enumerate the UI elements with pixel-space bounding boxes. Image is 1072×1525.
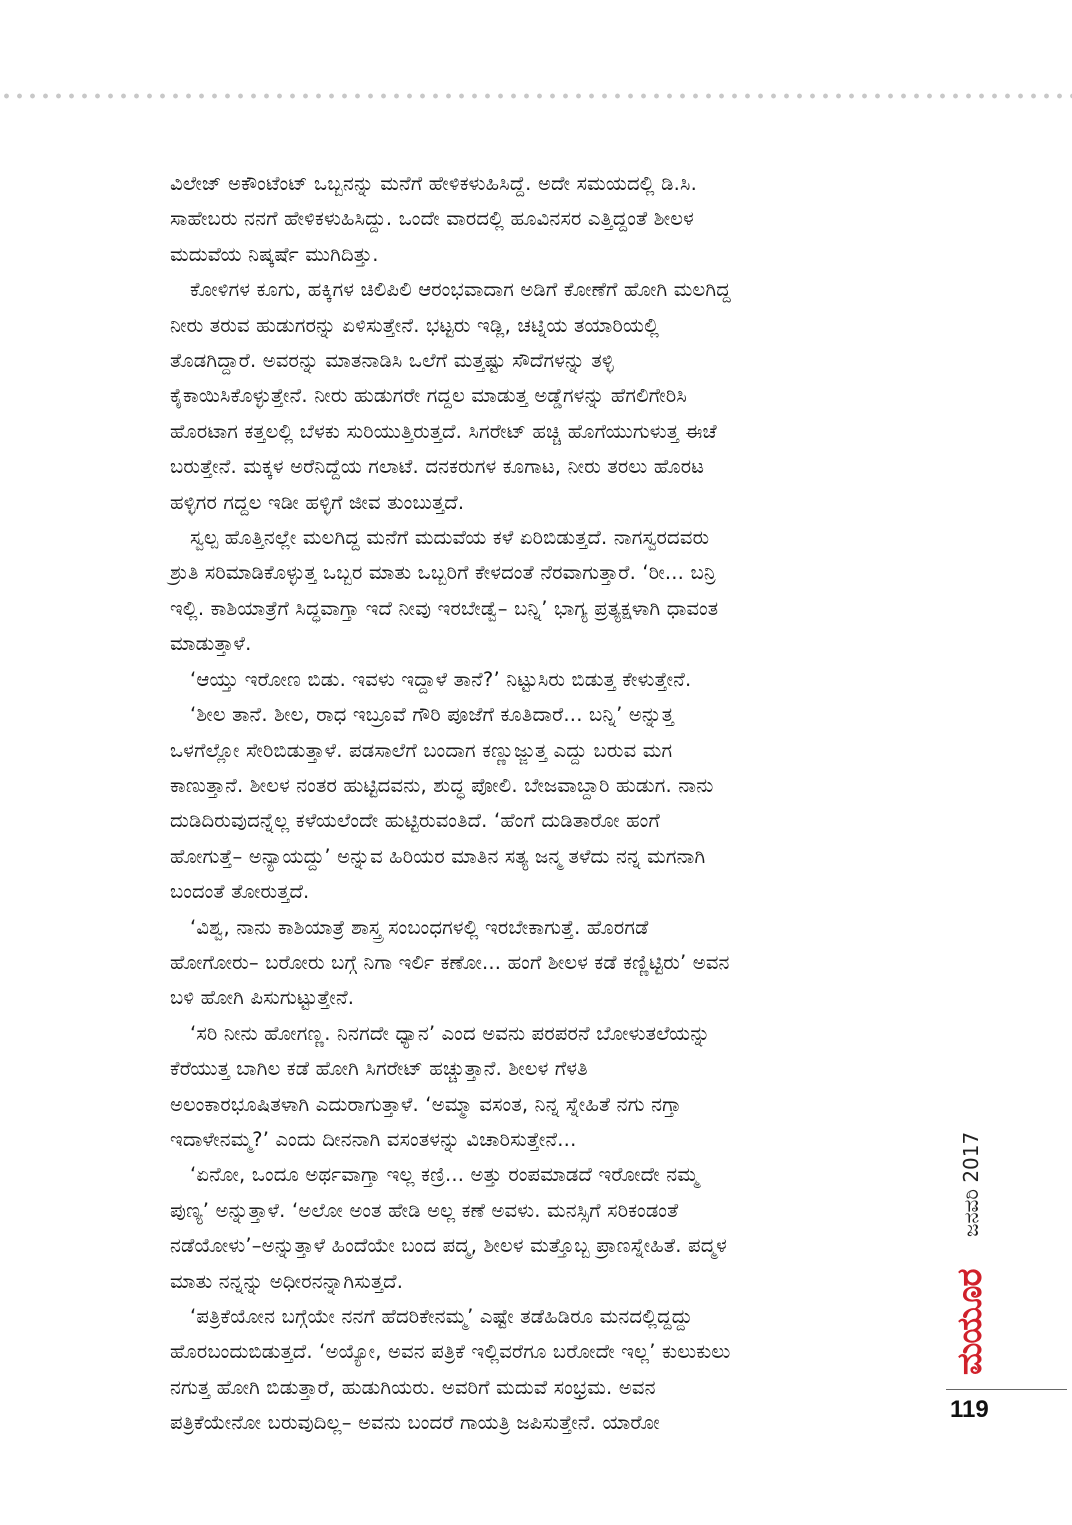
text-line: ‘ಪತ್ರಿಕೆಯೋನ ಬಗ್ಗೆಯೇ ನನಗೆ ಹೆದರಿಕೇನಮ್ಮ’ ಎಷ್ಟೇ ತಡೆಹಿಡಿರೂ ಮನದಲ್ಲಿದ್ದದ್ದು xyxy=(190,1305,693,1328)
text-line: ಶ್ರುತಿ ಸರಿಮಾಡಿಕೊಳ್ಳುತ್ತ ಒಬ್ಬರ ಮಾತು ಒಬ್ಬರಿಗೆ ಕೇಳದಂತೆ ನೆರವಾಗುತ್ತಾರೆ. ‘ರೀ... ಬನ್ರಿ xyxy=(170,561,716,585)
text-line: ಕೋಳಿಗಳ ಕೂಗು, ಹಕ್ಕಿಗಳ ಚಿಲಿಪಿಲಿ ಆರಂಭವಾದಾಗ ಅಡಿಗೆ ಕೋಣೆಗೆ ಹೋಗಿ ಮಲಗಿದ್ದ xyxy=(190,278,731,302)
text-line: ವಿಲೇಜ್ ಅಕೌಂಟೆಂಟ್ ಒಬ್ಬನನ್ನು ಮನೆಗೆ ಹೇಳಿಕಳುಹಿಸಿದ್ದೆ. ಅದೇ ಸಮಯದಲ್ಲಿ ಡಿ.ಸಿ. xyxy=(170,172,697,195)
text-line: ತೊಡಗಿದ್ದಾರೆ. ಅವರನ್ನು ಮಾತನಾಡಿಸಿ ಒಲೆಗೆ ಮತ್ತಷ್ಟು ಸೌದೆಗಳನ್ನು ತಳ್ಳಿ xyxy=(170,349,614,373)
text-line: ಇದಾಳೇನಮ್ಮ?’ ಎಂದು ದೀನನಾಗಿ ವಸಂತಳನ್ನು ವಿಚಾರಿಸುತ್ತೇನೆ... xyxy=(170,1127,577,1151)
page-number: 119 xyxy=(950,1396,989,1423)
text-line: ಬಳಿ ಹೋಗಿ ಪಿಸುಗುಟ್ಟುತ್ತೇನೆ. xyxy=(170,986,355,1010)
article-body xyxy=(170,166,910,1441)
text-line: ನಗುತ್ತ ಹೋಗಿ ಬಿಡುತ್ತಾರೆ, ಹುಡುಗಿಯರು. ಅವರಿಗೆ ಮದುವೆ ಸಂಭ್ರಮ. ಅವನ xyxy=(170,1375,656,1399)
text-line: ಹೋಗೋರು– ಬರೋರು ಬಗ್ಗೆ ನಿಗಾ ಇರ್ಲಿ ಕಣೋ... ಹಂಗೆ ಶೀಲಳ ಕಡೆ ಕಣ್ಣಿಟ್ಟಿರು’ ಅವನ xyxy=(170,950,730,974)
text-line: ಕೆರೆಯುತ್ತ ಬಾಗಿಲ ಕಡೆ ಹೋಗಿ ಸಿಗರೇಟ್ ಹಚ್ಚುತ್ತಾನೆ. ಶೀಲಳ ಗೆಳತಿ xyxy=(170,1057,588,1081)
text-line: ದುಡಿದಿರುವುದನ್ನೆಲ್ಲ ಕಳೆಯಲೆಂದೇ ಹುಟ್ಟಿರುವಂತಿದೆ. ‘ಹೆಂಗೆ ದುಡಿತಾರೋ ಹಂಗೆ xyxy=(170,809,660,833)
text-line: ‘ಶೀಲ ತಾನೆ. ಶೀಲ, ರಾಧ ಇಬ್ರೂವೆ ಗೌರಿ ಪೂಜೆಗೆ ಕೂತಿದಾರೆ... ಬನ್ನಿ’ ಅನ್ನುತ್ತ xyxy=(190,703,674,727)
issue-date: ಜನವರಿ 2017 xyxy=(959,1131,983,1237)
text-line: ಅಲಂಕಾರಭೂಷಿತಳಾಗಿ ಎದುರಾಗುತ್ತಾಳೆ. ‘ಅಮ್ಮಾ ವಸಂತ, ನಿನ್ನ ಸ್ನೇಹಿತೆ ನಗು ನಗ್ತಾ xyxy=(170,1092,682,1116)
text-line: ಒಳಗೆಲ್ಲೋ ಸೇರಿಬಿಡುತ್ತಾಳೆ. ಪಡಸಾಲೆಗೆ ಬಂದಾಗ ಕಣ್ಣುಜ್ಜುತ್ತ ಎದ್ದು ಬರುವ ಮಗ xyxy=(170,738,673,762)
text-line: ‘ವಿಶ್ವ, ನಾನು ಕಾಶಿಯಾತ್ರೆ ಶಾಸ್ತ್ರ ಸಂಬಂಧಗಳಲ್ಲಿ ಇರಬೇಕಾಗುತ್ತೆ. ಹೊರಗಡೆ xyxy=(190,915,649,939)
text-line: ಇಲ್ಲಿ. ಕಾಶಿಯಾತ್ರೆಗೆ ಸಿದ್ಧವಾಗ್ತಾ ಇದೆ ನೀವು ಇರಬೇಡ್ವೆ– ಬನ್ನಿ’ ಭಾಗ್ಯ ಪ್ರತ್ಯಕ್ಷಳಾಗಿ ಧಾವಂತ xyxy=(170,596,719,620)
text-line: ಕೈಕಾಯಿಸಿಕೊಳ್ಳುತ್ತೇನೆ. ನೀರು ಹುಡುಗರೇ ಗದ್ದಲ ಮಾಡುತ್ತ ಅಡ್ಡೆಗಳನ್ನು ಹೆಗಲಿಗೇರಿಸಿ xyxy=(170,384,687,408)
text-line: ‘ಆಯ್ತು ಇರೋಣ ಬಿಡು. ಇವಳು ಇದ್ದಾಳೆ ತಾನೆ?’ ನಿಟ್ಟುಸಿರು ಬಿಡುತ್ತ ಕೇಳುತ್ತೇನೆ. xyxy=(190,667,692,691)
text-line: ಮದುವೆಯ ನಿಷ್ಕರ್ಷೆ ಮುಗಿದಿತ್ತು. xyxy=(170,242,379,266)
text-line: ಮಾಡುತ್ತಾಳೆ. xyxy=(170,632,252,656)
text-line: ಬರುತ್ತೇನೆ. ಮಕ್ಕಳ ಅರೆನಿದ್ದೆಯ ಗಲಾಟೆ. ದನಕರುಗಳ ಕೂಗಾಟ, ನೀರು ತರಲು ಹೊರಟ xyxy=(170,455,705,479)
text-line: ನೀರು ತರುವ ಹುಡುಗರನ್ನು ಏಳಿಸುತ್ತೇನೆ. ಭಟ್ಟರು ಇಡ್ಲಿ, ಚಟ್ನಿಯ ತಯಾರಿಯಲ್ಲಿ xyxy=(170,313,660,337)
magazine-logo: ಮಯೂರ xyxy=(950,1269,990,1375)
text-line: ‘ಸರಿ ನೀನು ಹೋಗಣ್ಣ. ನಿನಗದೇ ಧ್ಯಾನ’ ಎಂದ ಅವನು ಪರಪರನೆ ಬೋಳುತಲೆಯನ್ನು xyxy=(190,1021,711,1045)
text-line: ಸ್ವಲ್ಪ ಹೊತ್ತಿನಲ್ಲೇ ಮಲಗಿದ್ದ ಮನೆಗೆ ಮದುವೆಯ ಕಳೆ ಏರಿಬಿಡುತ್ತದೆ. ನಾಗಸ್ವರದವರು xyxy=(190,526,710,550)
text-line: ‘ಏನೋ, ಒಂದೂ ಅರ್ಥವಾಗ್ತಾ ಇಲ್ಲ ಕಣ್ರಿ... ಅತ್ತು ರಂಪಮಾಡದೆ ಇರೋದೇ ನಮ್ಮ xyxy=(190,1163,699,1187)
text-line: ಹೋಗುತ್ತೆ– ಅನ್ಯಾಯದ್ದು’ ಅನ್ನುವ ಹಿರಿಯರ ಮಾತಿನ ಸತ್ಯ ಜನ್ಮ ತಳೆದು ನನ್ನ ಮಗನಾಗಿ xyxy=(170,844,706,868)
text-line: ನಡೆಯೋಳು’–ಅನ್ನುತ್ತಾಳೆ ಹಿಂದೆಯೇ ಬಂದ ಪದ್ಮ, ಶೀಲಳ ಮತ್ತೊಬ್ಬ ಪ್ರಾಣಸ್ನೇಹಿತೆ. ಪದ್ಮಳ xyxy=(170,1234,727,1258)
text-line: ಸಾಹೇಬರು ನನಗೆ ಹೇಳಿಕಳುಹಿಸಿದ್ದು. ಒಂದೇ ವಾರದಲ್ಲಿ ಹೂವಿನಸರ ಎತ್ತಿದ್ದಂತೆ ಶೀಲಳ xyxy=(170,207,694,231)
text-line: ಬಂದಂತೆ ತೋರುತ್ತದೆ. xyxy=(170,880,310,904)
text-line: ಮಾತು ನನ್ನನ್ನು ಅಧೀರನನ್ನಾಗಿಸುತ್ತದೆ. xyxy=(170,1269,404,1293)
text-line: ಪುಣ್ಯ’ ಅನ್ನುತ್ತಾಳೆ. ‘ಅಲೋ ಅಂತ ಹೇಡಿ ಅಲ್ಲ ಕಣೆ ಅವಳು. ಮನಸ್ಸಿಗೆ ಸರಿಕಂಡಂತೆ xyxy=(170,1198,679,1222)
text-line: ಕಾಣುತ್ತಾನೆ. ಶೀಲಳ ನಂತರ ಹುಟ್ಟಿದವನು, ಶುದ್ಧ ಪೋಲಿ. ಬೇಜವಾಬ್ದಾರಿ ಹುಡುಗ. ನಾನು xyxy=(170,773,714,797)
page-number-rule xyxy=(946,1389,1067,1390)
dotted-header-rule xyxy=(0,92,1072,100)
text-line: ಹೊರಟಾಗ ಕತ್ತಲಲ್ಲಿ ಬೆಳಕು ಸುರಿಯುತ್ತಿರುತ್ತದೆ. ಸಿಗರೇಟ್ ಹಚ್ಚಿ ಹೊಗೆಯುಗುಳುತ್ತ ಈಚೆ xyxy=(170,419,717,443)
text-line: ಪತ್ರಿಕೆಯೇನೋ ಬರುವುದಿಲ್ಲ– ಅವನು ಬಂದರೆ ಗಾಯತ್ರಿ ಜಪಿಸುತ್ತೇನೆ. ಯಾರೋ xyxy=(170,1411,660,1435)
magazine-sidebar xyxy=(946,1125,996,1375)
text-line: ಹಳ್ಳಿಗರ ಗದ್ದಲ ಇಡೀ ಹಳ್ಳಿಗೆ ಜೀವ ತುಂಬುತ್ತದೆ. xyxy=(170,490,465,514)
text-line: ಹೊರಬಂದುಬಿಡುತ್ತದೆ. ‘ಅಯ್ಯೋ, ಅವನ ಪತ್ರಿಕೆ ಇಲ್ಲಿವರೆಗೂ ಬರೋದೇ ಇಲ್ಲ’ ಕುಲುಕುಲು xyxy=(170,1340,731,1364)
